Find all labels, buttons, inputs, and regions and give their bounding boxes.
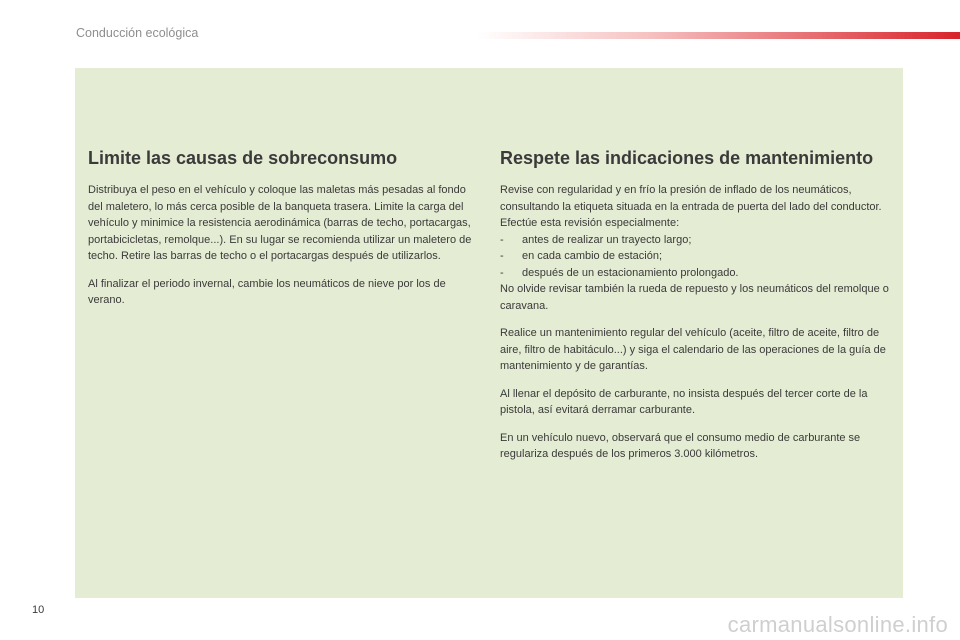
watermark: carmanualsonline.info [727, 612, 948, 637]
list-item: - en cada cambio de estación; [500, 250, 663, 262]
left-paragraph-2: Al finalizar el periodo invernal, cambie los neumáticos de nieve por los de verano. [88, 277, 446, 306]
list-item-text: después de un estacionamiento prolongado. [522, 266, 739, 279]
right-paragraph-2: Al llenar el depósito de carburante, no insista después del tercer corte de la pistola, así evitará derramar carburante. [500, 387, 868, 416]
content-panel [75, 68, 903, 598]
list-item: - antes de realizar un trayecto largo; [500, 233, 692, 246]
left-heading: Limite las causas de sobreconsumo [88, 148, 398, 168]
list-item-text: antes de realizar un trayecto largo; [522, 233, 692, 246]
left-paragraph-1: Distribuya el peso en el vehículo y coloque las maletas más pesadas al fondo del maletero, lo más cerca posible de la banqueta trasera. Limite la carga del vehículo y minimice la resistencia aerodinámica (barras de techo, portacargas, portabicicletas, remolque...). En su lugar se recomienda utilizar un maletero de techo. Retire las barras de techo o el portacargas después de utilizarlos. [88, 184, 472, 262]
right-intro: Revise con regularidad y en frío la presión de inflado de los neumáticos, consultando la etiqueta situada en la entrada de puerta del lado del conductor. [500, 184, 882, 213]
check-list [500, 232, 890, 282]
right-paragraph-3: En un vehículo nuevo, observará que el consumo medio de carburante se regulariza después de los primeros 3.000 kilómetros. [500, 431, 861, 460]
section-title: Conducción ecológica [76, 26, 199, 40]
header-accent-bar [478, 32, 960, 39]
left-column [88, 148, 483, 320]
right-list-after: No olvide revisar también la rueda de repuesto y los neumáticos del remolque o caravana. [500, 283, 889, 312]
right-paragraph-1: Realice un mantenimiento regular del vehículo (aceite, filtro de aceite, filtro de aire, filtro de habitáculo...) y siga el calendario de las operaciones de la guía de mantenimiento y de garantías. [500, 327, 886, 372]
right-column [500, 148, 890, 474]
list-item: - después de un estacionamiento prolongado. [500, 266, 739, 279]
right-list-intro: Efectúe esta revisión especialmente: [500, 217, 680, 229]
list-item-text: en cada cambio de estación; [522, 250, 663, 262]
right-heading: Respete las indicaciones de mantenimiento [500, 148, 874, 168]
page-number: 10 [32, 604, 45, 616]
